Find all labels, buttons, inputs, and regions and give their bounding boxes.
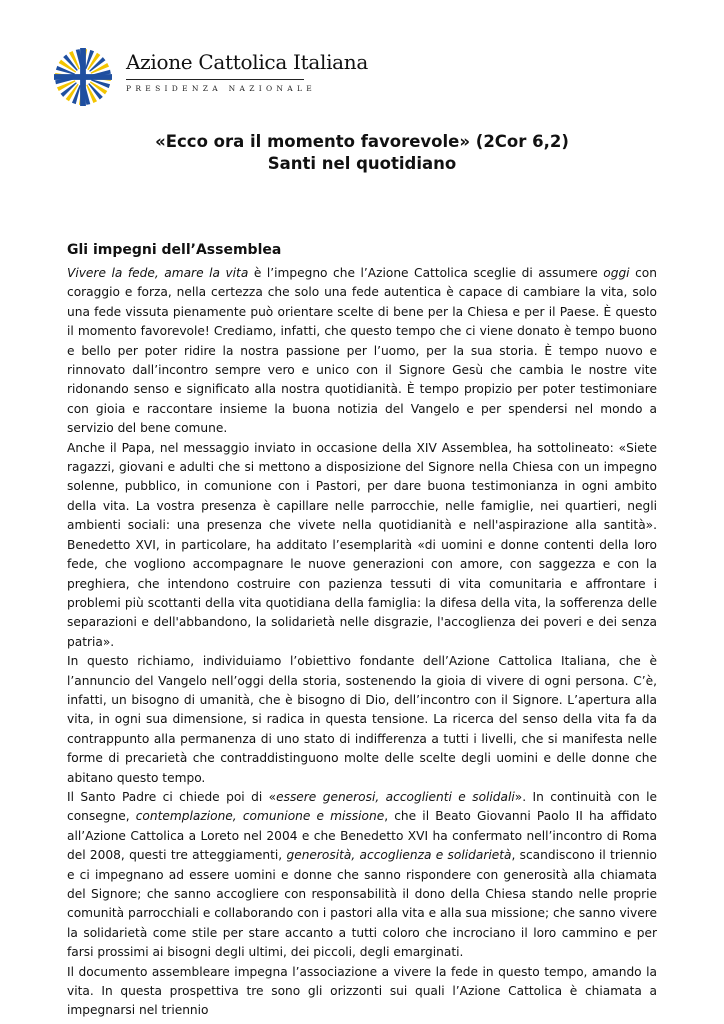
header-logo — [54, 48, 368, 110]
italic-text-run: essere generosi, accoglienti e solidali — [276, 789, 515, 804]
organization-name: Azione Cattolica Italiana — [126, 50, 368, 74]
text-run: , che il Beato Giovanni Paolo II ha affidato all’Azione Cattolica a Loreto nel 2004 e che Benedetto XVI ha confermato nell’incontro di Roma del 2008, questi tre atteggiamenti, — [67, 809, 657, 863]
text-run: In questo richiamo, individuiamo l’obiettivo fondante dell’Azione Cattolica Italiana, che è l’annuncio del Vangelo nell’oggi della storia, sostenendo la gioia di vivere di ogni persona. C’è, infatti, un bisogno di umanità, che è bisogno di Dio, dell’incontro con il Signore. L’apertura alla vita, in ogni sua dimensione, si radica in questa tensione. La ricerca del senso della vita fa da contrappunto alla permanenza di uno stato di indifferenza a tutti i livelli, che si manifesta nelle forme di precarietà che contraddistinguono molte delle scelte degli uomini e delle donne che abitano questo tempo. — [67, 654, 657, 785]
body-paragraph — [67, 788, 657, 963]
text-run: , scandiscono il triennio e ci impegnano ad essere uomini e donne che sanno rispondere con generosità alla chiamata del Signore; che sanno accogliere con responsabilità il dono della Chiesa stando nelle proprie comunità parrocchiali e collaborando con i pastori alla vita e alla sua missione; che sanno vivere la solidarietà come stile per stare accanto a tutti coloro che incrociano il loro cammino e per farsi prossimi ai bisogni degli ultimi, dei piccoli, degli emarginati. — [67, 848, 658, 960]
body-paragraph — [67, 652, 657, 788]
title-line-2: Santi nel quotidiano — [267, 154, 457, 173]
italic-text-run: oggi — [603, 266, 630, 280]
sunburst-cross-logo-icon — [54, 48, 112, 106]
italic-text-run: Vivere la fede, amare la vita — [67, 266, 249, 280]
text-run: con coraggio e forza, nella certezza che solo una fede autentica è capace di cambiare la vita, solo una fede vissuta pienamente può orientare scelte di bene per la Chiesa e per il Paese. È questo il momento favorevole! Crediamo, infatti, che questo tempo che ci viene donato è tempo buono e bello per poter ridire la nostra passione per l’uomo, per la sua storia. È tempo nuovo e rinnovato dall’incontro sempre vero e unico con il Signore Gesù che cambia le nostre vite ridonando senso e significato alla nostra quotidianità. È tempo propizio per poter testimoniare con gioia e raccontare insieme la buona notizia del Vangelo e per spendersi nel mondo a servizio del bene comune. — [67, 266, 657, 436]
text-run: Il Santo Padre ci chiede poi di « — [67, 789, 277, 804]
organization-subtitle: PRESIDENZA NAZIONALE — [126, 84, 317, 93]
body-paragraph — [67, 264, 657, 439]
document-title — [0, 131, 724, 175]
logo-divider — [126, 79, 304, 80]
text-run: Il documento assembleare impegna l’associazione a vivere la fede in questo tempo, amando la vita. In questa prospettiva tre sono gli orizzonti sui quali l’Azione Cattolica è chiamata a impegnarsi nel triennio — [67, 964, 657, 1018]
italic-text-run: generosità, accoglienza e solidarietà — [286, 848, 512, 863]
text-run: ». In continuità con le consegne, — [67, 789, 657, 824]
title-line-1: «Ecco ora il momento favorevole» (2Cor 6,2) — [155, 132, 569, 151]
text-run: Anche il Papa, nel messaggio inviato in occasione della XIV Assemblea, ha sottolineato: «Siete ragazzi, giovani e adulti che si mettono a disposizione del Signore nella Chiesa con un impegno solenne, pubblico, in comunione con i Pastori, per dare buona testimonianza in ogni ambito della vita. La vostra presenza è capillare nelle parrocchie, nelle famiglie, nei quartieri, negli ambienti sociali: una presenza che vivete nella quotidianità e nell'aspirazione alla santità». Benedetto XVI, in particolare, ha additato l’esemplarità «di uomini e donne contenti della loro fede, che vogliono accompagnare le nuove generazioni con amore, con saggezza e con la preghiera, che intendono costruire con pazienza tessuti di vita comunitaria e affrontare i problemi più scottanti della vita quotidiana della famiglia: la difesa della vita, la sofferenza delle separazioni e dell'abbandono, la solidarietà nelle disgrazie, l'accoglienza dei poveri e dei senza patria». — [67, 440, 657, 649]
section-heading: Gli impegni dell’Assemblea — [67, 242, 282, 258]
text-run: è l’impegno che l’Azione Cattolica sceglie di assumere — [248, 266, 604, 280]
body-paragraph — [67, 439, 657, 652]
italic-text-run: contemplazione, comunione e missione — [135, 809, 385, 824]
document-body — [67, 264, 657, 1021]
body-paragraph — [67, 963, 657, 1021]
